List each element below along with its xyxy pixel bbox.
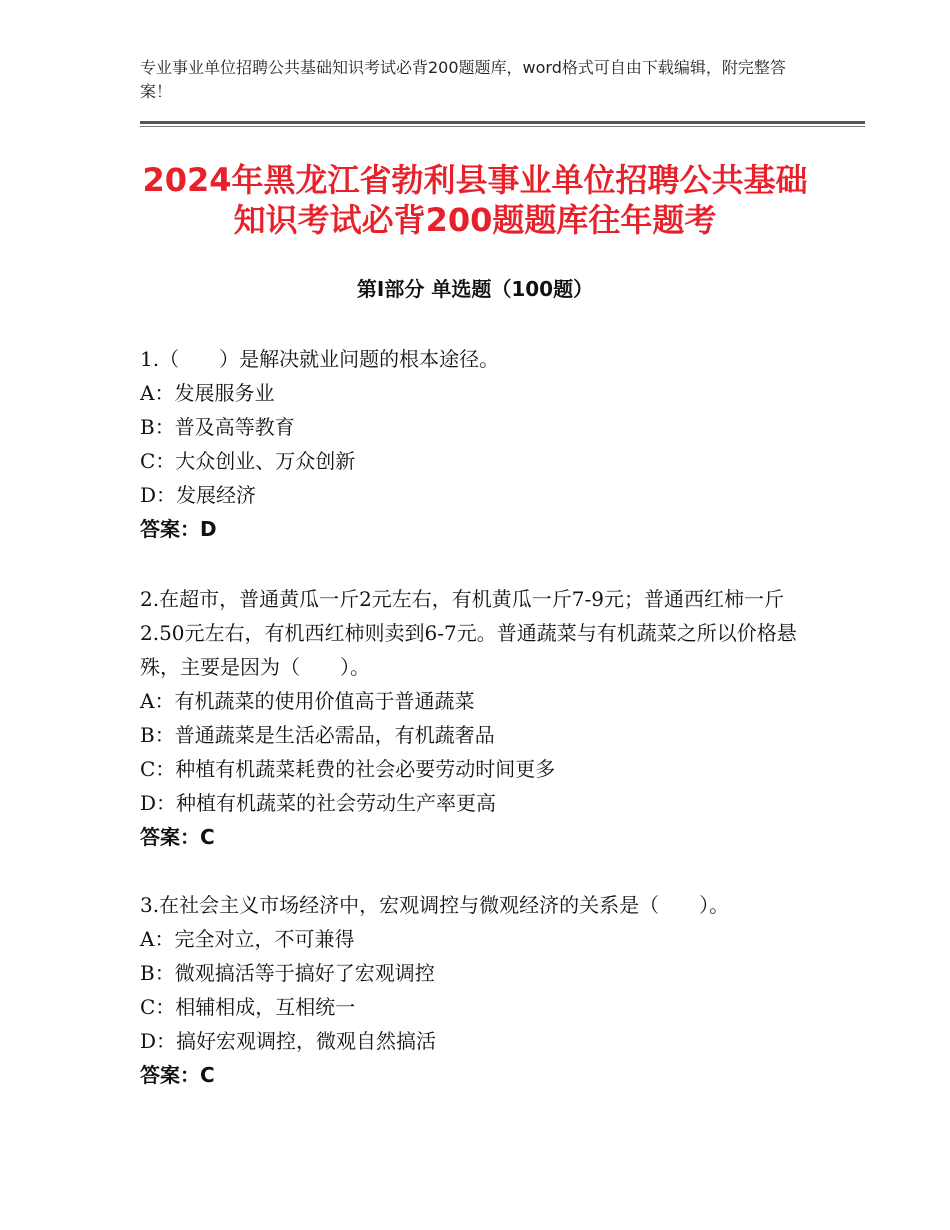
option-a: A：发展服务业 [140,381,275,405]
option-b: B：普通蔬菜是生活必需品，有机蔬奢品 [140,723,495,747]
header-divider-thick [140,121,865,124]
option-c: C：相辅相成，互相统一 [140,995,356,1019]
document-title: 2024年黑龙江省勃利县事业单位招聘公共基础知识考试必背200题题库往年题考 [142,161,808,239]
option-c: C：种植有机蔬菜耗费的社会必要劳动时间更多 [140,757,556,781]
option-c: C：大众创业、万众创新 [140,449,356,473]
question-3 [140,888,820,1092]
question-2 [140,582,820,854]
option-b: B：微观搞活等于搞好了宏观调控 [140,961,435,985]
header-note: 专业事业单位招聘公共基础知识考试必背200题题库，word格式可自由下载编辑，附完整答案！ [140,58,786,101]
option-b: B：普及高等教育 [140,415,295,439]
question-1 [140,342,820,546]
question-stem: 3.在社会主义市场经济中，宏观调控与微观经济的关系是（ ）。 [140,893,730,917]
option-d: D：搞好宏观调控，微观自然搞活 [140,1029,437,1053]
section-title: 第Ⅰ部分 单选题（100题） [356,277,594,301]
answer: 答案：C [140,1063,215,1087]
header-divider-thin [140,126,865,127]
option-d: D：种植有机蔬菜的社会劳动生产率更高 [140,791,497,815]
answer: 答案：D [140,517,217,541]
option-a: A：有机蔬菜的使用价值高于普通蔬菜 [140,689,475,713]
question-stem: 2.在超市，普通黄瓜一斤2元左右，有机黄瓜一斤7-9元；普通西红柿一斤2.50元左右，有机西红柿则卖到6-7元。普通蔬菜与有机蔬菜之所以价格悬殊，主要是因为（ ）。 [140,587,797,679]
option-d: D：发展经济 [140,483,257,507]
answer: 答案：C [140,825,215,849]
option-a: A：完全对立，不可兼得 [140,927,355,951]
question-stem: 1.（ ）是解决就业问题的根本途径。 [140,347,500,371]
